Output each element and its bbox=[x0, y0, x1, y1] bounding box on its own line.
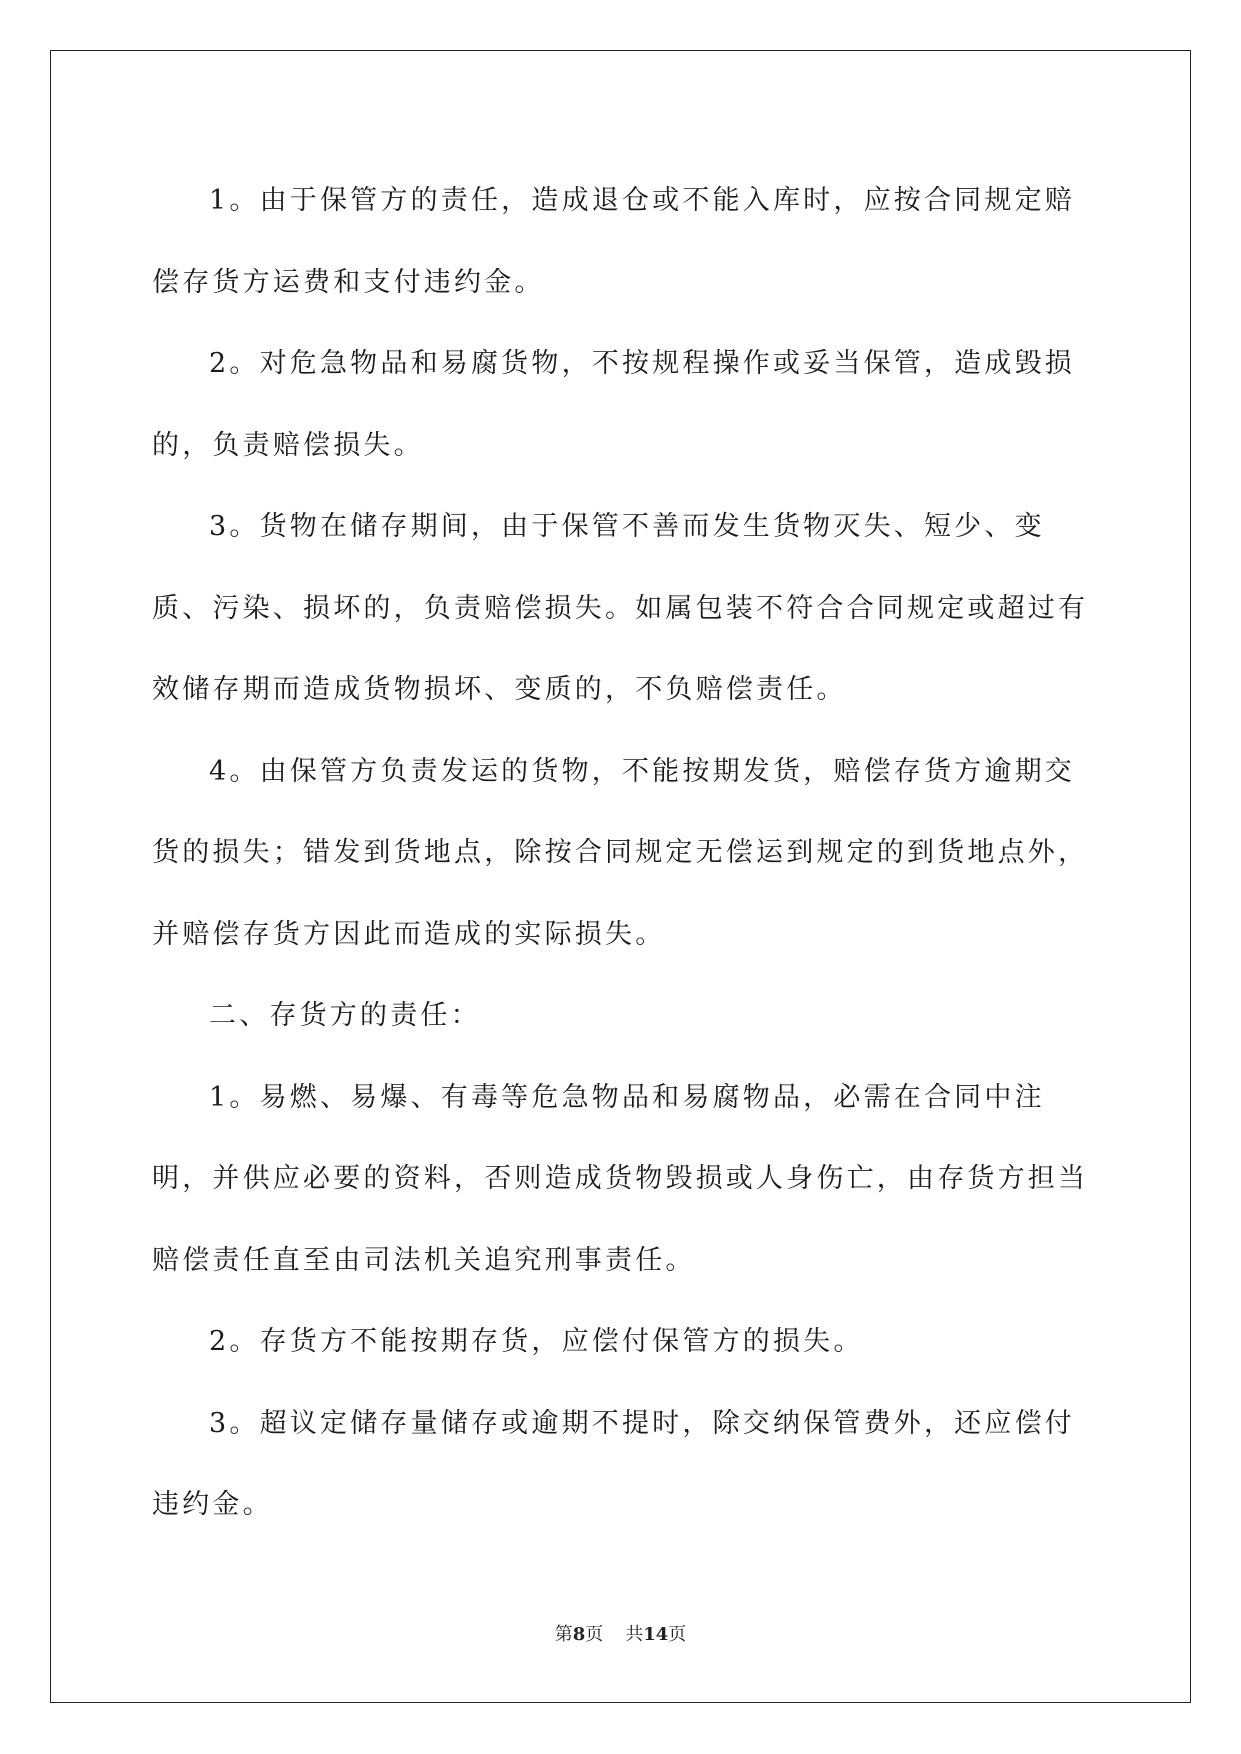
paragraph: 2。对危急物品和易腐货物，不按规程操作或妥当保管，造成毁损的，负责赔偿损失。 bbox=[152, 348, 1075, 461]
paragraph: 3。货物在储存期间，由于保管不善而发生货物灭失、短少、变质、污染、损坏的，负责赔偿损失。如属包装不符合合同规定或超过有效储存期而造成货物损坏、变质的，不负赔偿责任。 bbox=[152, 511, 1089, 705]
section-heading: 二、存货方的责任： bbox=[209, 1000, 481, 1031]
paragraph: 3。超议定储存量储存或逾期不提时，除交纳保管费外，还应偿付违约金。 bbox=[152, 1407, 1075, 1520]
paragraph: 1。易燃、易爆、有毒等危急物品和易腐物品，必需在合同中注明，并供应必要的资料，否则造成货物毁损或人身伤亡，由存货方担当赔偿责任直至由司法机关追究刑事责任。 bbox=[152, 1081, 1089, 1276]
paragraph: 1。由于保管方的责任，造成退仓或不能入库时，应按合同规定赔偿存货方运费和支付违约金。 bbox=[152, 185, 1075, 298]
page-suffix: 页 bbox=[585, 1624, 604, 1645]
total-prefix: 共 bbox=[625, 1624, 644, 1645]
total-suffix: 页 bbox=[668, 1624, 687, 1645]
page-total: 14 bbox=[643, 1624, 669, 1645]
page-prefix: 第 bbox=[554, 1624, 573, 1645]
paragraph: 2。存货方不能按期存货，应偿付保管方的损失。 bbox=[209, 1326, 864, 1357]
document-body bbox=[152, 160, 1094, 1546]
page-number: 8 bbox=[572, 1624, 586, 1645]
paragraph: 4。由保管方负责发运的货物，不能按期发货，赔偿存货方逾期交货的损失；错发到货地点，除按合同规定无偿运到规定的到货地点外，并赔偿存货方因此而造成的实际损失。 bbox=[152, 755, 1089, 950]
page-footer bbox=[0, 1620, 1241, 1646]
